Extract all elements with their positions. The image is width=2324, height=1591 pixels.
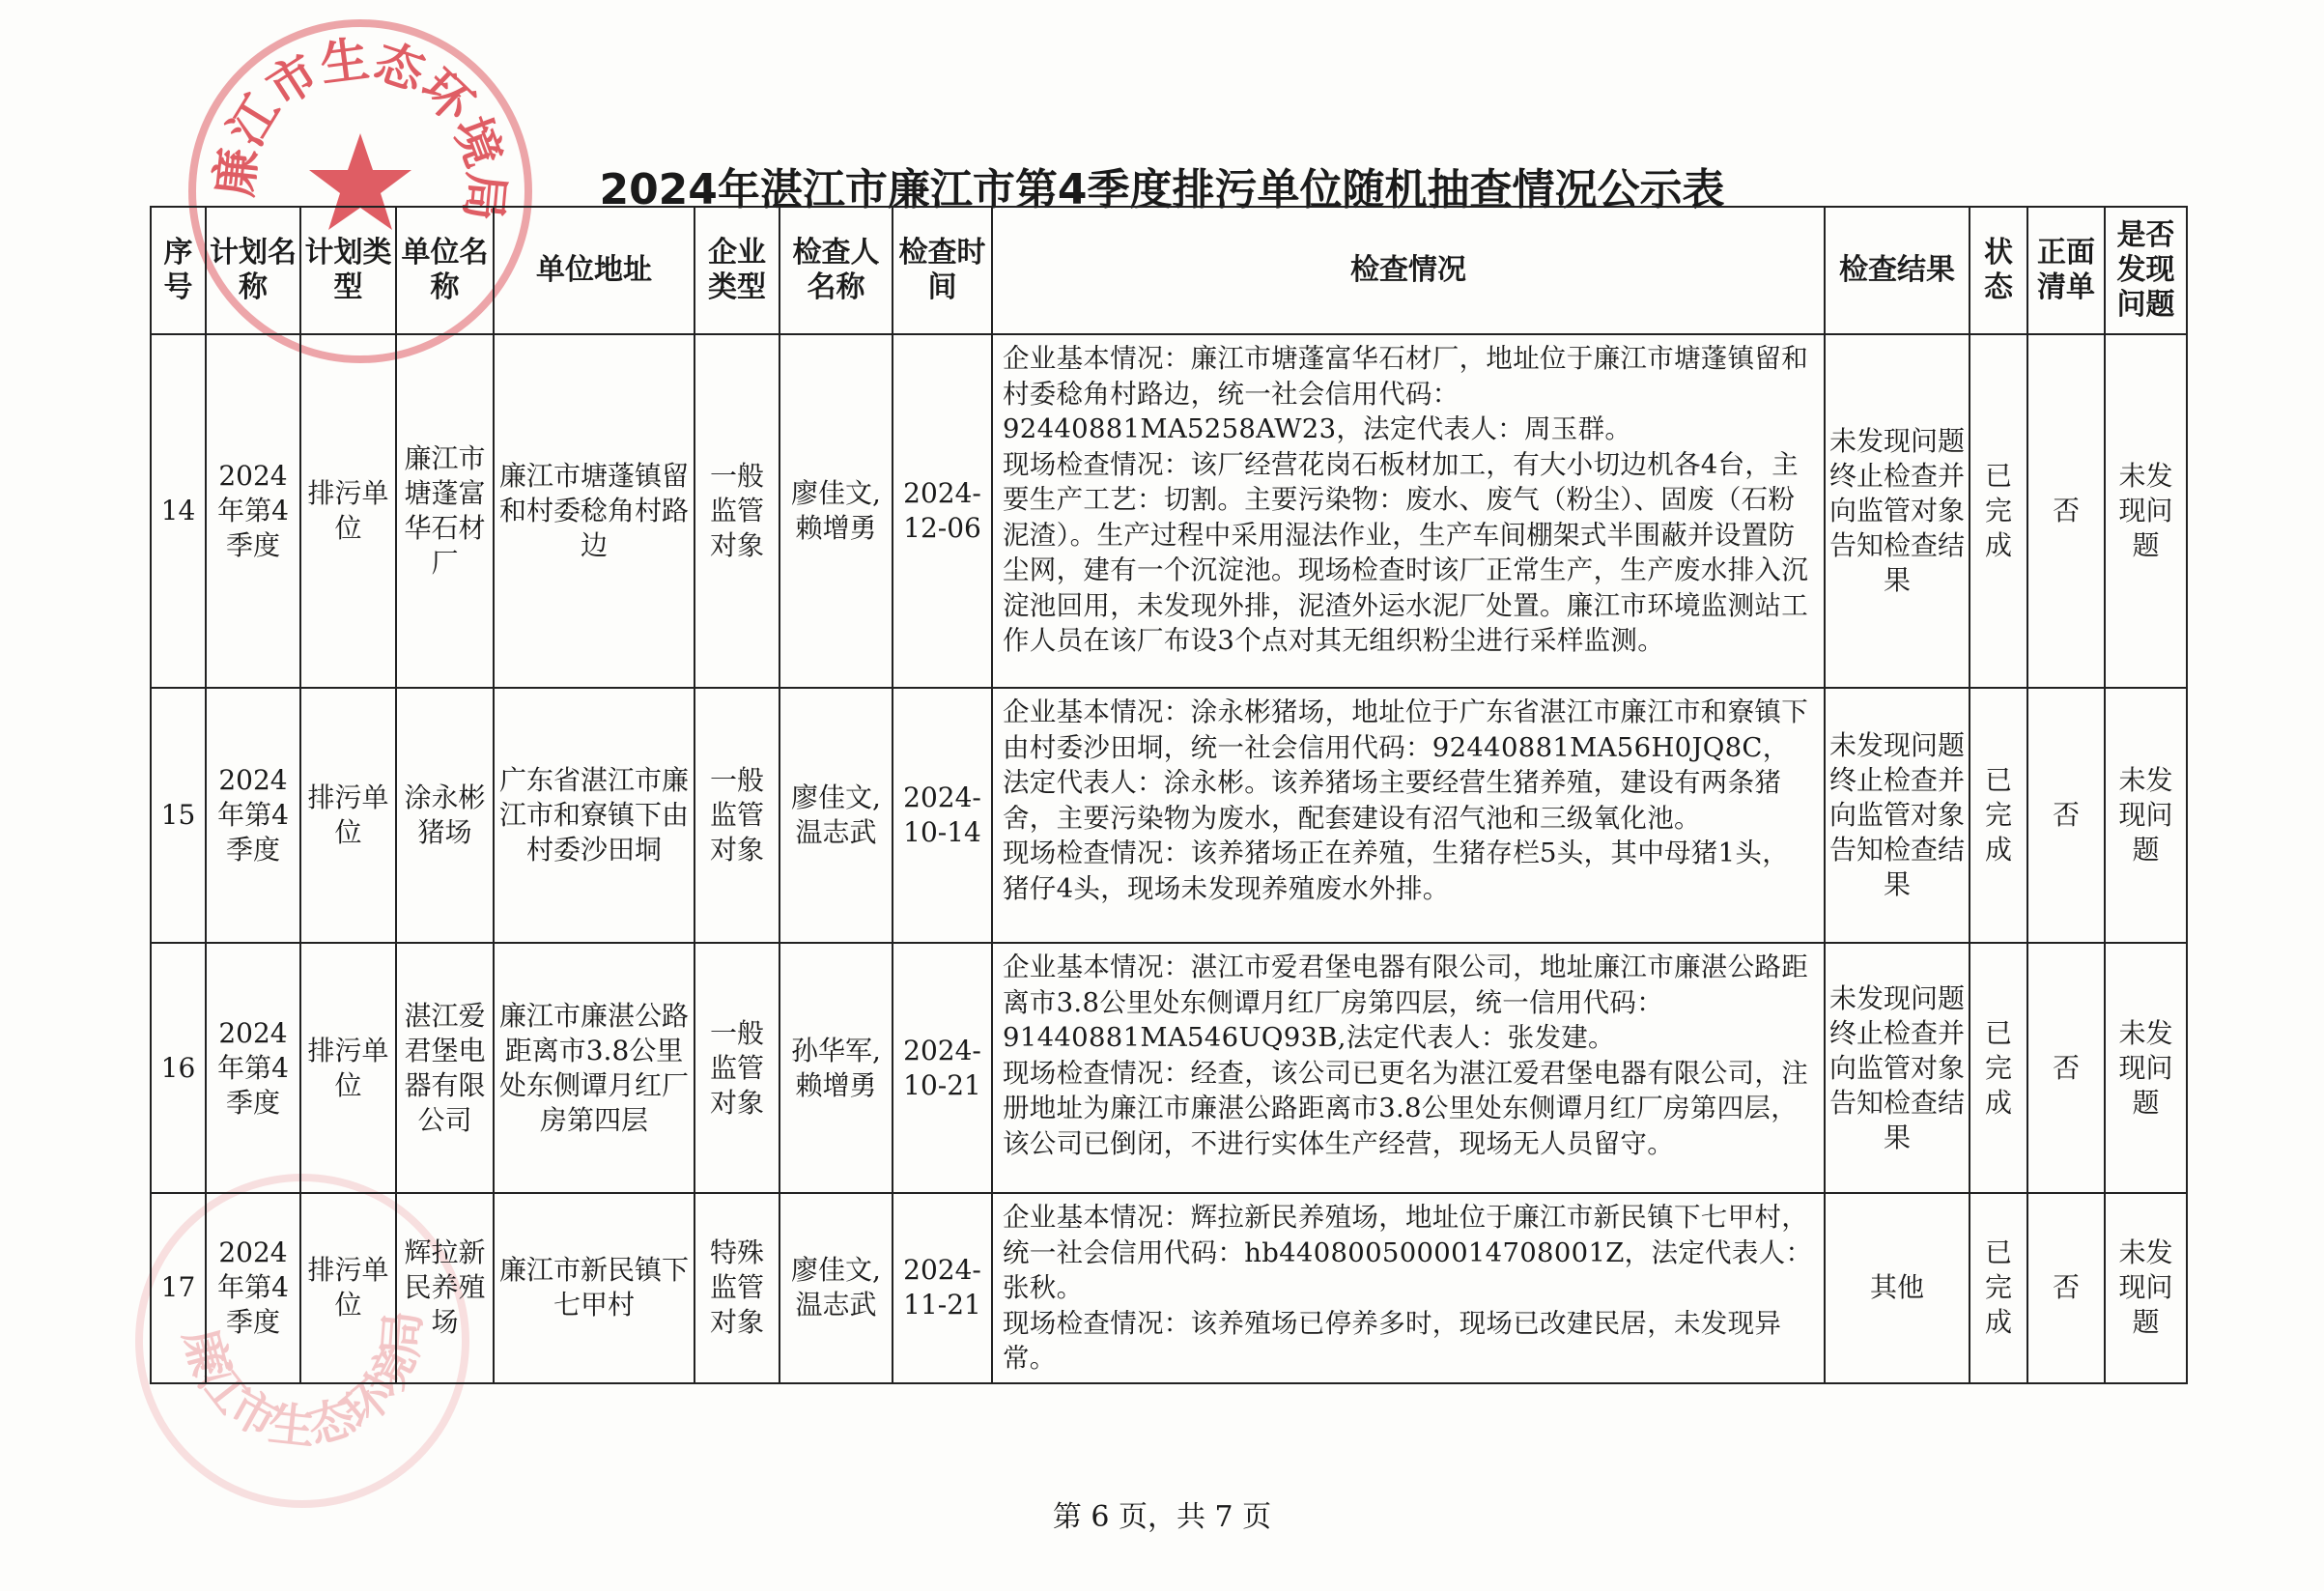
- status-text: 已完成: [1984, 1016, 2012, 1119]
- enterprise-type-text: 一般监管对象: [709, 460, 764, 561]
- result-text: 其他: [1869, 1271, 1924, 1304]
- situation-site-text: 现场检查情况：该养殖场已停养多时，现场已改建民居，未发现异常。: [1003, 1307, 1782, 1374]
- cell-check-time: [893, 334, 992, 688]
- cell-status: [1970, 943, 2027, 1193]
- cell-status: [1970, 334, 2027, 688]
- page-title: 2024年湛江市廉江市第4季度排污单位随机抽查情况公示表: [599, 165, 1725, 214]
- situation-site-text: 现场检查情况：该养猪场正在养殖，生猪存栏5头，其中母猪1头，猪仔4头，现场未发现养殖废水外排。: [1003, 838, 1789, 904]
- found-issue-text: 未发现问题: [2118, 1016, 2173, 1119]
- cell-status: [1970, 1193, 2027, 1383]
- cell-result: [1825, 334, 1970, 688]
- table-row: [151, 688, 2187, 943]
- plan-type-text: 排污单位: [307, 781, 389, 848]
- cell-plan-type: [300, 1193, 396, 1383]
- status-text: 已完成: [1984, 764, 2012, 866]
- cell-found-issue: [2105, 943, 2187, 1193]
- situation-site-text: 现场检查情况：该厂经营花岗石板材加工，有大小切边机各4台，主要生产工艺：切割。主要污染物：废水、废气（粉尘）、固废（石粉泥渣）。生产过程中采用湿法作业，生产车间棚架式半围蔽并设置防尘网，建有一个沉淀池。现场检查时该厂正常生产，生产废水排入沉淀池回用，未发现外排，泥渣外运水泥厂处置。廉江市环境监测站工作人员在该厂布设3个点对其无组织粉尘进行采样监测。: [1003, 448, 1808, 656]
- cell-unit-name: [396, 943, 494, 1193]
- cell-positive-list: 否: [2027, 334, 2105, 688]
- cell-seq: 15: [151, 688, 206, 943]
- cell-result: [1825, 1193, 1970, 1383]
- cell-unit-address: [494, 1193, 694, 1383]
- cell-check-time: [893, 688, 992, 943]
- header-found-issue: 是否发现问题: [2105, 207, 2187, 334]
- cell-found-issue: [2105, 688, 2187, 943]
- cell-unit-address: [494, 943, 694, 1193]
- situation-basic-text: 企业基本情况：湛江市爱君堡电器有限公司，地址廉江市廉湛公路距离市3.8公里处东侧谭月红厂房第四层，统一信用代码：91440881MA546UQ93B,法定代表人：张发建。: [1003, 952, 1808, 1053]
- plan-type-text: 排污单位: [307, 1254, 389, 1321]
- page-footer: 第 6 页，共 7 页: [1052, 1500, 1272, 1534]
- header-inspector: 检查人名称: [779, 207, 893, 334]
- cell-found-issue: [2105, 334, 2187, 688]
- check-time-text: 2024-11-21: [903, 1254, 981, 1321]
- header-situation: 检查情况: [992, 207, 1825, 334]
- header-positive-list: 正面清单: [2027, 207, 2105, 334]
- plan-type-text: 排污单位: [307, 1034, 389, 1101]
- cell-plan-name: [206, 688, 300, 943]
- situation-basic-text: 企业基本情况：涂永彬猪场，地址位于广东省湛江市廉江市和寮镇下由村委沙田垌，统一社会信用代码：92440881MA56H0JQ8C，法定代表人：涂永彬。该养猪场主要经营生猪养殖，建设有两条猪舍，主要污染物为废水，配套建设有沼气池和三级氧化池。: [1003, 696, 1808, 834]
- cell-unit-name: [396, 1193, 494, 1383]
- cell-enterprise-type: [694, 1193, 779, 1383]
- header-seq: 序号: [151, 207, 206, 334]
- cell-seq: 14: [151, 334, 206, 688]
- header-result: 检查结果: [1825, 207, 1970, 334]
- found-issue-text: 未发现问题: [2118, 460, 2173, 561]
- faded-seal-text: 廉江市生态环境局: [173, 1308, 432, 1456]
- inspector-text: 孙华军,赖增勇: [791, 1034, 881, 1101]
- situation-basic-text: 企业基本情况：廉江市塘蓬富华石材厂，地址位于廉江市塘蓬镇留和村委稔角村路边，统一社会信用代码：92440881MA5258AW23，法定代表人：周玉群。: [1003, 343, 1808, 444]
- seal-text: 廉江市生态环境局: [206, 31, 515, 223]
- unit-address-text: 廉江市新民镇下七甲村: [498, 1254, 689, 1321]
- header-plan-name: 计划名称: [206, 207, 300, 334]
- inspector-text: 廖佳文,赖增勇: [791, 477, 881, 544]
- plan-name-text: 2024年第4季度: [217, 764, 289, 866]
- header-status: 状态: [1970, 207, 2027, 334]
- table-row: [151, 1193, 2187, 1383]
- enterprise-type-text: 一般监管对象: [709, 1016, 764, 1119]
- cell-enterprise-type: [694, 943, 779, 1193]
- cell-unit-address: [494, 334, 694, 688]
- cell-inspector: [779, 688, 893, 943]
- check-time-text: 2024-10-14: [903, 781, 981, 848]
- cell-check-time: [893, 1193, 992, 1383]
- cell-seq: 17: [151, 1193, 206, 1383]
- result-text: 未发现问题终止检查并向监管对象告知检查结果: [1829, 981, 1966, 1153]
- cell-unit-name: [396, 334, 494, 688]
- check-time-text: 2024-12-06: [903, 477, 981, 544]
- cell-unit-name: [396, 688, 494, 943]
- unit-address-text: 廉江市塘蓬镇留和村委稔角村路边: [498, 460, 689, 561]
- check-time-text: 2024-10-21: [903, 1034, 981, 1101]
- cell-inspector: [779, 943, 893, 1193]
- status-text: 已完成: [1984, 460, 2012, 561]
- cell-plan-type: [300, 688, 396, 943]
- cell-seq: 16: [151, 943, 206, 1193]
- cell-plan-name: [206, 334, 300, 688]
- cell-positive-list: 否: [2027, 688, 2105, 943]
- inspector-text: 廖佳文,温志武: [791, 781, 881, 848]
- header-check-time: 检查时间: [893, 207, 992, 334]
- cell-check-time: [893, 943, 992, 1193]
- cell-inspector: [779, 1193, 893, 1383]
- header-unit-name: 单位名称: [396, 207, 494, 334]
- result-text: 未发现问题终止检查并向监管对象告知检查结果: [1829, 425, 1966, 596]
- header-enterprise-type: 企业类型: [694, 207, 779, 334]
- plan-name-text: 2024年第4季度: [217, 1016, 289, 1119]
- cell-plan-type: [300, 334, 396, 688]
- cell-situation: [992, 943, 1825, 1193]
- result-text: 未发现问题终止检查并向监管对象告知检查结果: [1829, 729, 1966, 900]
- cell-situation: [992, 1193, 1825, 1383]
- enterprise-type-text: 特殊监管对象: [709, 1236, 764, 1339]
- unit-address-text: 廉江市廉湛公路距离市3.8公里处东侧谭月红厂房第四层: [498, 999, 689, 1136]
- found-issue-text: 未发现问题: [2118, 764, 2173, 866]
- inspector-text: 廖佳文,温志武: [791, 1254, 881, 1321]
- table-row: [151, 943, 2187, 1193]
- situation-basic-text: 企业基本情况：辉拉新民养殖场，地址位于廉江市新民镇下七甲村，统一社会信用代码：hb4408005000014708001Z，法定代表人：张秋。: [1003, 1202, 1813, 1303]
- cell-unit-address: [494, 688, 694, 943]
- cell-positive-list: 否: [2027, 943, 2105, 1193]
- cell-enterprise-type: [694, 334, 779, 688]
- plan-type-text: 排污单位: [307, 477, 389, 544]
- cell-result: [1825, 688, 1970, 943]
- cell-enterprise-type: [694, 688, 779, 943]
- header-plan-type: 计划类型: [300, 207, 396, 334]
- unit-name-text: 涂永彬猪场: [404, 781, 486, 848]
- status-text: 已完成: [1984, 1236, 2012, 1339]
- unit-name-text: 湛江爱君堡电器有限公司: [404, 999, 486, 1136]
- cell-positive-list: 否: [2027, 1193, 2105, 1383]
- cell-situation: [992, 688, 1825, 943]
- plan-name-text: 2024年第4季度: [217, 460, 289, 561]
- table-row: [151, 334, 2187, 688]
- cell-found-issue: [2105, 1193, 2187, 1383]
- cell-inspector: [779, 334, 893, 688]
- table-header-row: [151, 207, 2187, 334]
- unit-name-text: 辉拉新民养殖场: [404, 1236, 486, 1339]
- cell-status: [1970, 688, 2027, 943]
- situation-site-text: 现场检查情况：经查，该公司已更名为湛江爱君堡电器有限公司，注册地址为廉江市廉湛公路距离市3.8公里处东侧谭月红厂房第四层，该公司已倒闭，不进行实体生产经营，现场无人员留守。: [1003, 1057, 1808, 1159]
- cell-plan-name: [206, 1193, 300, 1383]
- cell-plan-type: [300, 943, 396, 1193]
- cell-plan-name: [206, 943, 300, 1193]
- cell-situation: [992, 334, 1825, 688]
- plan-name-text: 2024年第4季度: [217, 1236, 289, 1339]
- enterprise-type-text: 一般监管对象: [709, 764, 764, 866]
- header-unit-address: 单位地址: [494, 207, 694, 334]
- inspection-table: [150, 206, 2188, 1384]
- unit-address-text: 广东省湛江市廉江市和寮镇下由村委沙田垌: [498, 764, 689, 866]
- unit-name-text: 廉江市塘蓬富华石材厂: [404, 442, 486, 579]
- cell-result: [1825, 943, 1970, 1193]
- found-issue-text: 未发现问题: [2118, 1236, 2173, 1339]
